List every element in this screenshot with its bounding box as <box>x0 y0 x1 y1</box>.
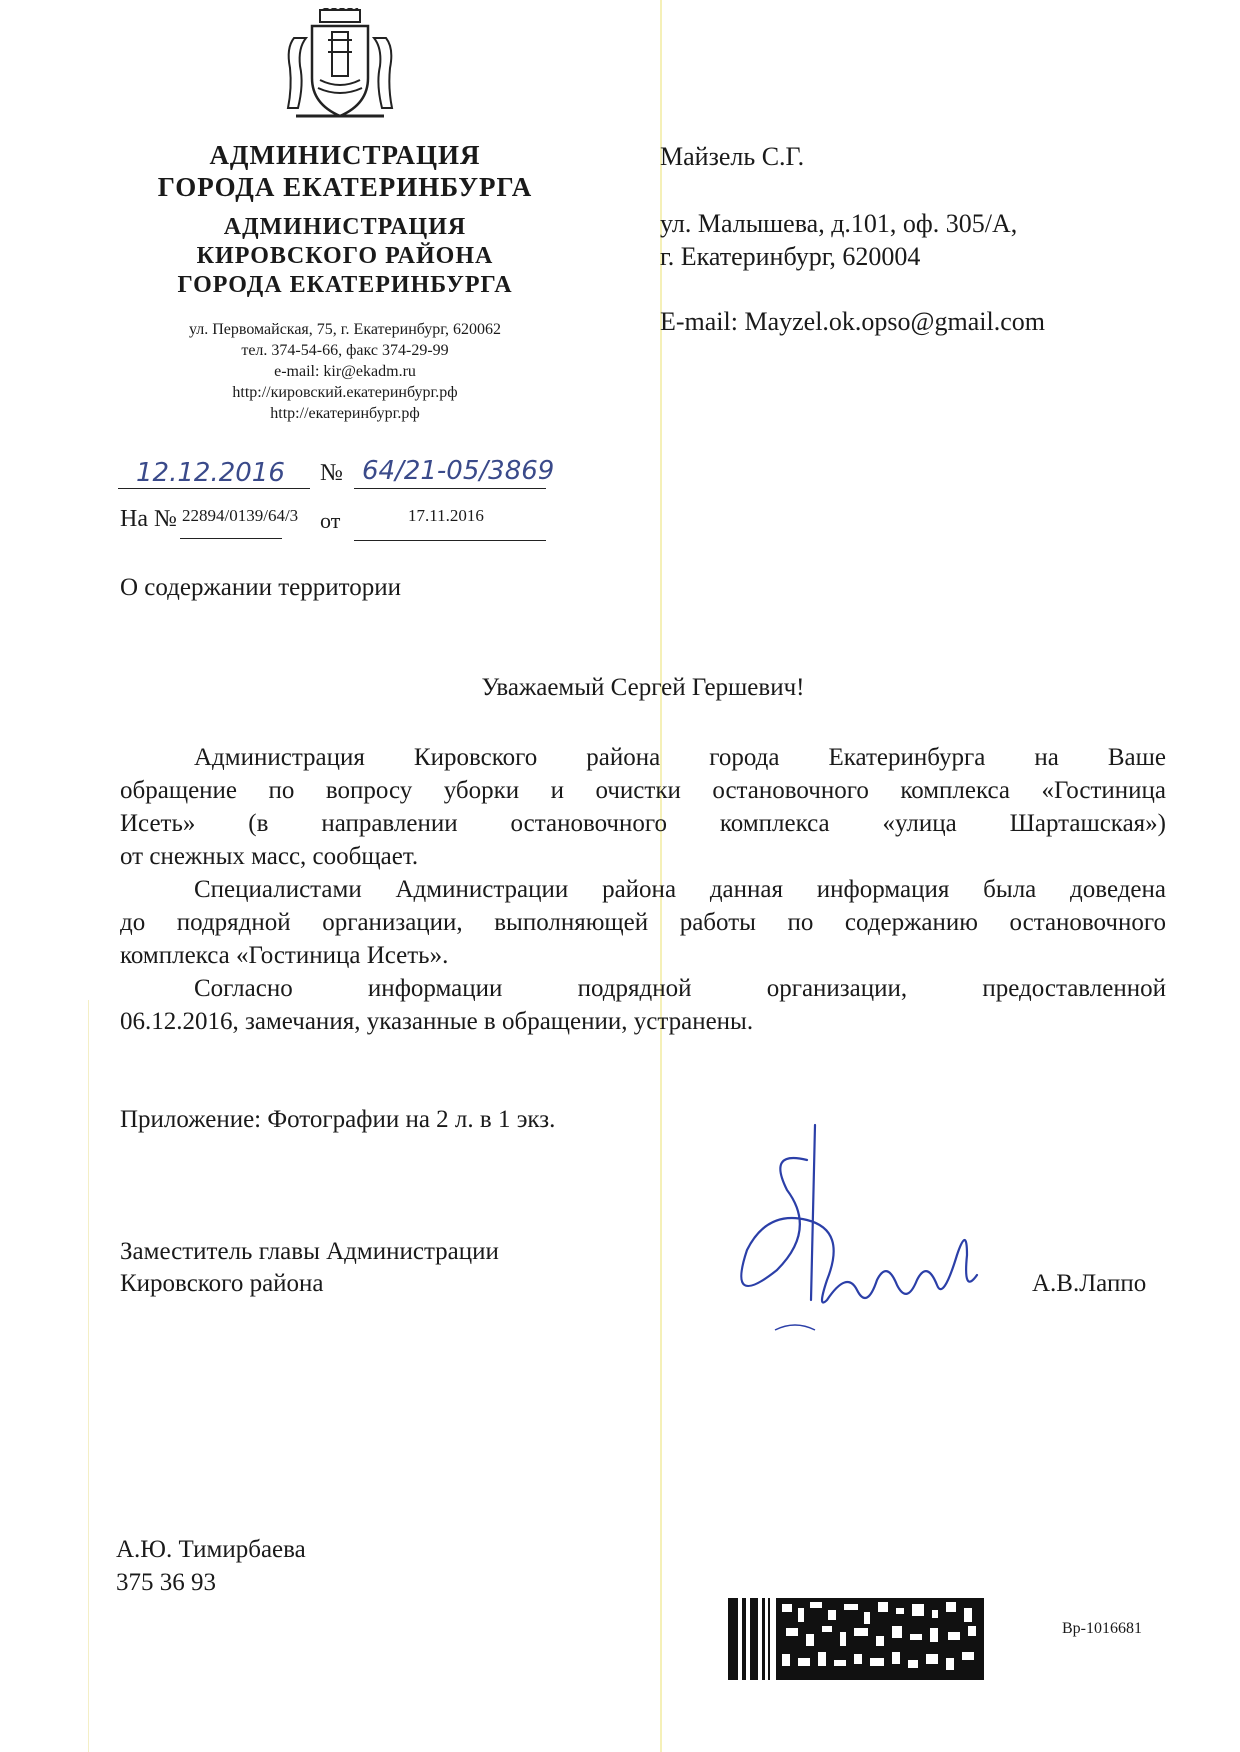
coat-of-arms-icon <box>276 8 404 128</box>
paragraph-line: от снежных масс, сообщает. <box>120 843 419 870</box>
attachment-note: Приложение: Фотографии на 2 л. в 1 экз. <box>120 1106 556 1133</box>
reference-prefix: На № <box>120 506 177 532</box>
barcode-code: Вр-1016681 <box>1062 1620 1142 1637</box>
reference-from: от <box>320 508 341 533</box>
org-subtitle-line-2: КИРОВСКОГО РАЙОНА <box>196 243 494 269</box>
registration-date: 12.12.2016 <box>136 458 285 488</box>
handwritten-signature-icon <box>715 1120 1015 1380</box>
org-subtitle-line-1: АДМИНИСТРАЦИЯ <box>223 214 467 240</box>
barcode-icon <box>728 1598 992 1680</box>
addressee-address-line-2: г. Екатеринбург, 620004 <box>660 242 921 271</box>
org-title-line-2: ГОРОДА ЕКАТЕРИНБУРГА <box>157 172 533 202</box>
org-website-city[interactable]: http://екатеринбург.рф <box>270 405 420 422</box>
signer-position-line-2: Кировского района <box>120 1270 324 1297</box>
paragraph-line: Исеть» (в направлении остановочного комплекса «улица Шарташская») <box>120 810 1166 837</box>
paragraph-line: Согласно информации подрядной организации, предоставленной <box>194 975 1166 1002</box>
addressee-name: Майзель С.Г. <box>660 142 805 171</box>
signer-position-line-1: Заместитель главы Администрации <box>120 1238 499 1265</box>
paragraph-line: 06.12.2016, замечания, указанные в обращении, устранены. <box>120 1008 754 1035</box>
paragraph-line: Администрация Кировского района города Екатеринбурга на Ваше <box>194 744 1166 771</box>
paragraph-line: до подрядной организации, выполняющей работы по содержанию остановочного <box>120 909 1166 936</box>
executor-name: А.Ю. Тимирбаева <box>116 1536 306 1563</box>
paragraph-1 <box>120 741 1166 873</box>
greeting: Уважаемый Сергей Гершевич! <box>481 674 805 701</box>
subject: О содержании территории <box>120 574 402 601</box>
org-phone: тел. 374-54-66, факс 374-29-99 <box>241 342 449 359</box>
paragraph-2 <box>120 873 1166 972</box>
reference-date: 17.11.2016 <box>408 506 484 525</box>
paragraph-line: Специалистами Администрации района данная информация была доведена <box>194 876 1166 903</box>
addressee-address-line-1: ул. Малышева, д.101, оф. 305/А, <box>660 209 1018 238</box>
signer-name: А.В.Лаппо <box>1032 1270 1147 1297</box>
scan-artifact-line <box>88 1000 89 1752</box>
org-address: ул. Первомайская, 75, г. Екатеринбург, 620062 <box>188 321 502 338</box>
paragraph-line: комплекса «Гостиница Исеть». <box>120 942 449 969</box>
paragraph-3 <box>120 972 1166 1038</box>
registration-number: 64/21-05/3869 <box>362 456 555 486</box>
org-email[interactable]: e-mail: kir@ekadm.ru <box>274 363 416 380</box>
number-symbol: № <box>320 460 343 486</box>
reference-number: 22894/0139/64/3 <box>182 506 299 525</box>
org-subtitle-line-3: ГОРОДА ЕКАТЕРИНБУРГА <box>177 272 513 298</box>
org-title-line-1: АДМИНИСТРАЦИЯ <box>209 140 481 170</box>
addressee-email[interactable]: E-mail: Mayzel.ok.opso@gmail.com <box>660 307 1045 336</box>
executor-phone: 375 36 93 <box>116 1569 216 1596</box>
org-website-district[interactable]: http://кировский.екатеринбург.рф <box>232 384 458 401</box>
paragraph-line: обращение по вопросу уборки и очистки остановочного комплекса «Гостиница <box>120 777 1166 804</box>
